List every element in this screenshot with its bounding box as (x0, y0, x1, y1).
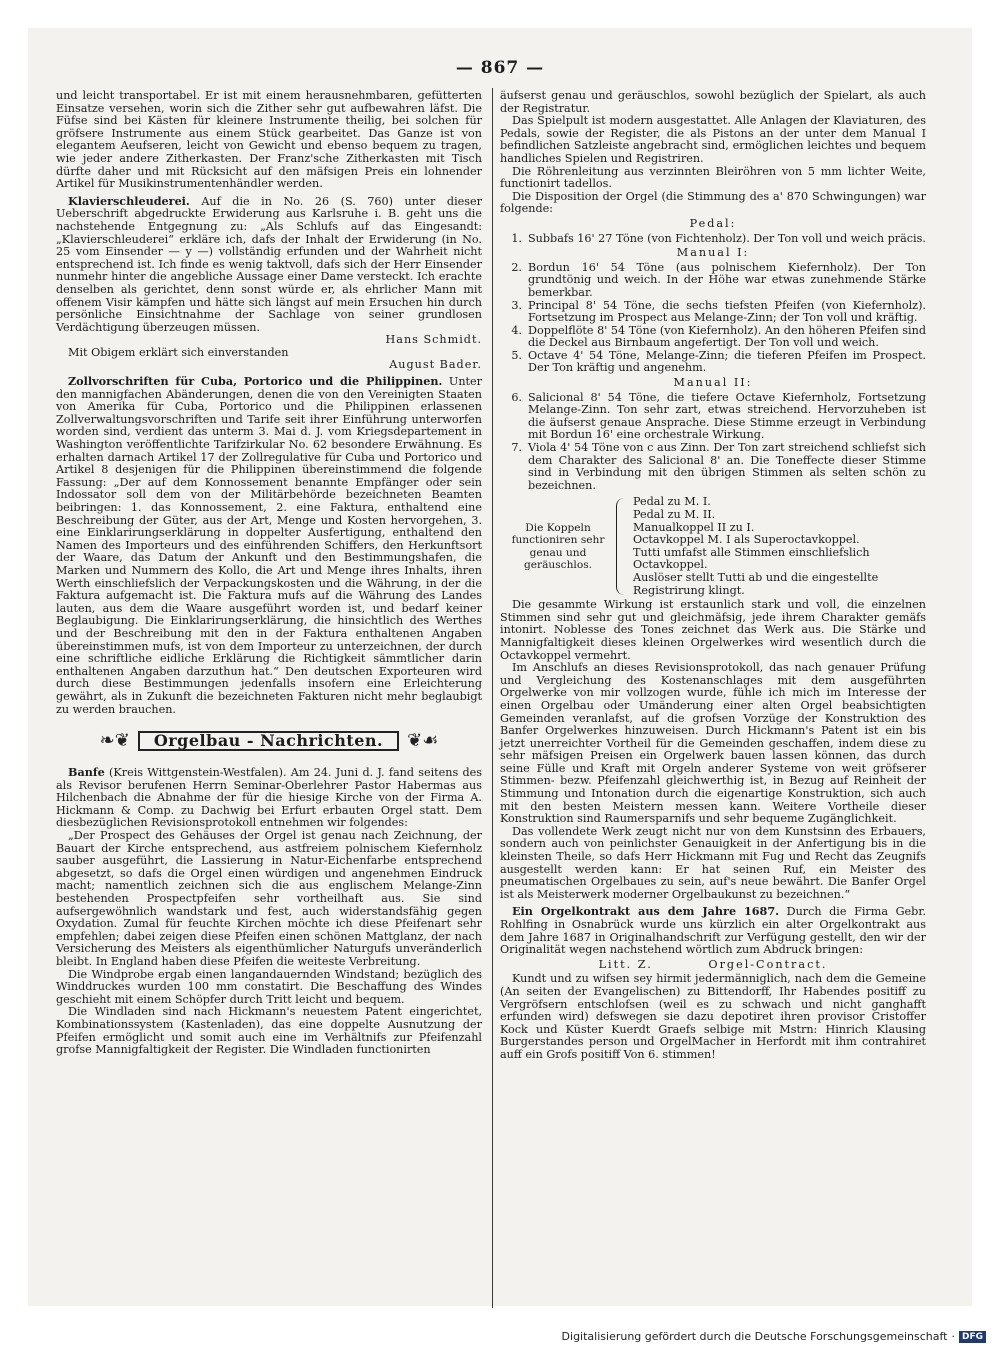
pedal-heading: Pedal: (689, 216, 737, 230)
coupler-item: Pedal zu M. II. (633, 508, 716, 521)
section-banner (56, 724, 482, 758)
klavier-text: Auf die in No. 26 (S. 760) unter dieser Ueberschrift abgedruckte Erwiderung aus Karlsruhe i. B. geht uns die nachstehende Entgegnung zu: „Als Schlufs auf das Eingesandt: „Klavierschleuderei“ erkläre ich, dafs der Inhalt der Erwiderung (in No. 25 vom Einsender — y —) vollständig erfunden und der Wahrheit nicht entsprechend ist. Ich finde es wenig taktvoll, dafs sich der Herr Einsender nunmehr hinter die angebliche Aussage einer Dame versteckt. Ich erachte denselben als gerichtet, denn sonst würde er, als ehrlicher Mann mit offenem Visir kämpfen und hätte sich längst auf mein Ersuchen hin durch persönliche Einsichtnahme der Sachlage von seiner grundlosen Verdächtigung überzeugen müssen. (56, 194, 482, 334)
footer-credit-text: Digitalisierung gefördert durch die Deutsche Forschungsgemeinschaft (561, 1330, 948, 1343)
coupler-block (500, 496, 926, 597)
stop-number: 5. (511, 348, 522, 362)
right-paragraph-5: Die gesammte Wirkung ist erstaunlich stark und voll, die einzelnen Stimmen sind sehr gut und gleichmäfsig, jede ihrem Charakter gemäfs intonirt. Noblesse des Tones zeichnet das Werk aus. Die Stärke und Mannigfaltigkeit dieses kleinen Orgelwerkes wird wesentlich durch die Octavkoppel vermehrt. (500, 598, 926, 662)
coupler-list (633, 496, 926, 597)
stop-number: 3. (511, 298, 522, 312)
right-paragraph-6: Im Anschlufs an dieses Revisionsprotokoll, das nach genauer Prüfung und Vergleichung des Kostenanschlages mit dem ausgeführten Orgelwerke von mir vollzogen wurde, fühle ich mich im Interesse der einen Orgelbau oder Umänderung einer alten Orgel beabsichtigten Gemeinden veranlafst, auf die grofsen Vorzüge der Konstruktion des Banfer Orgelwerkes hinzuweisen. Durch Hickmann's Patent ist ein bis jetzt unerreichter Vortheil für die Gemeinden geschaffen, indem diese zu sehr mäfsigen Preisen ein Orgelwerk bauen lassen können, das durch seine Fülle und Kraft mit Orgeln anderer Systeme von weit gröfserer Stimmen- bezw. Pfeifenzahl gleichwerthig ist, in Bezug auf Reinheit der Stimmung und Intonation durch die eigenartige Konstruktion, sich auch mit den besten Meistern messen kann. Weitere Vortheile dieser Konstruktion sind Raumersparnifs und sehr bequeme Zugänglichkeit. (500, 661, 926, 826)
signature-bader: August Bader. (389, 358, 482, 372)
right-paragraph-3: Die Röhrenleitung aus verzinnten Bleiröhren von 5 mm lichter Weite, functionirt tadellos. (500, 164, 926, 191)
quote-paragraph-1: „Der Prospect des Gehäuses der Orgel ist genau nach Zeichnung, der Bauart der Kirche entsprechend, aus astfreiem polnischem Kiefernholz sauber ausgeführt, die Lassierung in Natur-Eichenfarbe entsprechend abgesetzt, so dafs die Orgel einen würdigen und angenehmen Eindruck macht; namentlich zeichnen sich die aus englischem Melange-Zinn bestehenden Prospectpfeifen sehr vortheilhaft aus. Sie sind aufsergewöhnlich wandstark und fest, auch widerstandsfähig gegen Oxydation. Zumal für feuchte Kirchen möchte ich diese Pfeifenart sehr empfehlen; dabei zeigen diese Pfeifen einen schönen Mattglanz, der nach Versicherung des Meisters als eigenthümlicher Naturgufs unveränderlich bleibt. In England haben diese Pfeifen die weiteste Verbreitung. (56, 829, 482, 968)
stop-description: Subbafs 16' 27 Töne (von Fichtenholz). Der Ton voll und weich präcis. (528, 231, 926, 245)
stop-item (500, 442, 926, 492)
stop-list-pedal (500, 233, 926, 246)
banner-title: Orgelbau - Nachrichten. (138, 731, 399, 752)
ornament-right-icon: ❦☙ (407, 729, 439, 751)
kontrakt-paragraph (500, 905, 926, 956)
banfe-paragraph (56, 766, 482, 830)
stop-number: 2. (511, 260, 522, 274)
kontrakt-text: Durch die Firma Gebr. Rohlfing in Osnabrück wurde uns kürzlich ein alter Orgelkontrakt aus dem Jahre 1687 in Originalhandschrift zur Verfügung gestellt, den wir der Originalität wegen nachstehend wörtlich zum Abdruck bringen: (500, 905, 926, 957)
agreement-line: Mit Obigem erklärt sich einverstanden (68, 345, 289, 359)
zoll-paragraph (56, 375, 482, 716)
coupler-lead: Die Koppeln functioniren sehr genau und geräuschlos. (511, 521, 605, 572)
contract-text: Kundt und zu wifsen sey hirmit jedermänniglich, nach dem die Gemeine (An seiten der Evangelischen) zu Bittendorff, Ihr Habendes positiff zu Vergröfsern entschlofsen (weil es zu schwach und nicht ganghafft erfunden wird) defswegen sie dazu depotiret ihren provisor Cristoffer Kock und Küster Kuerdt Graefs selbige mit Mstrn: Hinrich Klausing Burgerstandes person und OrgelMacher in Herfordt mit ihm contrahiret auff ein Grofs positiff Von 6. stimmen! (500, 972, 926, 1061)
footer-credit (562, 1330, 986, 1343)
stop-description: Doppelflöte 8' 54 Töne (von Kiefernholz). An den höheren Pfeifen sind die Deckel aus Birnbaum angefertigt. Der Ton voll und weich. (528, 323, 926, 350)
stop-item (500, 392, 926, 442)
quote-paragraph-3: Die Windladen sind nach Hickmann's neuestem Patent eingerichtet, Kombinationssystem (Kastenladen), das eine doppelte Ausnutzung der Pfeifen ermöglicht und somit auch eine im Verhältnifs zur Pfeifenzahl grofse Mannigfaltigkeit der Register. Die Windladen functionirten (56, 1005, 482, 1057)
stop-number: 1. (511, 231, 522, 245)
right-paragraph-2: Das Spielpult ist modern ausgestattet. Alle Anlagen der Klaviaturen, des Pedals, sowie der Register, die als Pistons an der unter dem Manual I befindlichen Satzleiste angebracht sind, ermöglichen leichtes und bequem handliches Spielen und Registriren. (500, 114, 926, 165)
coupler-brace (616, 498, 627, 595)
manual-2-heading: Manual II: (673, 376, 753, 390)
column-divider (492, 88, 493, 1308)
stop-description: Salicional 8' 54 Töne, die tiefere Octave Kiefernholz, Fortsetzung Melange-Zinn. Ton sehr zart, etwas streichend. Hervorzuheben ist die äufserst genaue Ansprache. Diese Stimme erzeugt in Verbindung mit Bordun 16' eine orchestrale Wirkung. (528, 390, 926, 442)
banfe-text: (Kreis Wittgenstein-Westfalen). Am 24. Juni d. J. fand seitens des als Revisor berufenen Herrn Seminar-Oberlehrer Pastor Habermas aus Hilchenbach die Abnahme der für die hiesige Kirche von der Firma A. Hickmann & Comp. zu Dachwig bei Erfurt erbauten Orgel statt. Dem diesbezüglichen Revisionsprotokoll entnehmen wir folgendes: (56, 766, 482, 830)
stop-item (500, 325, 926, 350)
klavier-paragraph (56, 195, 482, 335)
stop-number: 4. (511, 323, 522, 337)
manual-1-heading: Manual I: (676, 246, 750, 260)
coupler-item: Manualkoppel II zu I. (633, 520, 755, 534)
dfg-logo: DFG (959, 1331, 986, 1343)
stop-list-manual-1 (500, 262, 926, 375)
coupler-item: Octavkoppel M. I als Superoctavkoppel. (633, 533, 860, 547)
klavier-heading: Klavierschleuderei. (68, 193, 190, 208)
quote-paragraph-2: Die Windprobe ergab einen langandauernden Windstand; bezüglich des Winddruckes wurden 100 mm constatirt. Die Beschaffung des Windes geschieht mit einem Schöpfer durch Tritt leicht und bequem. (56, 967, 482, 1006)
zither-paragraph: und leicht transportabel. Er ist mit einem herausnehmbaren, gefütterten Einsatze versehen, worin sich die Zither sehr gut aufbewahren läfst. Die Füfse sind bei Kästen für kleinere Instrumente theilig, bei solchen für gröfsere Instrumente aus einem Stück gearbeitet. Das Ganze ist von elegantem Aeufseren, leicht von Gewicht und ebenso bequem zu tragen, wie jeder andere Zitherkasten. Der Franz'sche Zitherkasten mit Tisch dürfte daher und mit Rücksicht auf den mäfsigen Preis ein lohnender Artikel für Musikinstrumentenhändler werden. (56, 89, 482, 191)
stop-description: Octave 4' 54 Töne, Melange-Zinn; die tieferen Pfeifen im Prospect. Der Ton kräftig und angenehm. (528, 348, 926, 375)
stop-number: 6. (511, 390, 522, 404)
right-paragraph-7: Das vollendete Werk zeugt nicht nur von dem Kunstsinn des Erbauers, sondern auch von peinlichster Genauigkeit in der Anfertigung bis in die kleinsten Theile, so dafs Herr Hickmann mit Fug und Recht das Zeugnifs ausgestellt werden kann: Er hat seinen Ruf, ein Meister des pneumatischen Orgelbaues zu sein, auf's neue bewährt. Die Banfer Orgel ist als Meisterwerk moderner Orgelbaukunst zu bezeichnen.“ (500, 824, 926, 901)
coupler-item: Pedal zu M. I. (633, 495, 711, 509)
coupler-item: Tutti umfafst alle Stimmen einschliefslich Octavkoppel. (633, 545, 870, 572)
stop-item (500, 233, 926, 246)
banfe-heading: Banfe (68, 765, 105, 780)
stop-number: 7. (511, 441, 522, 455)
newspaper-page (28, 28, 972, 1306)
stop-description: Bordun 16' 54 Töne (aus polnischem Kiefernholz). Der Ton grundtönig und weich. In der Höhe war etwas zunehmende Stärke bemerkbar. (528, 260, 926, 299)
right-column (500, 90, 926, 1062)
coupler-item: Auslöser stellt Tutti ab und die eingestellte Registrirung klingt. (633, 570, 879, 597)
zoll-text: Unter den mannigfachen Abänderungen, denen die von den Vereinigten Staaten von Amerika für Cuba, Portorico und die Philippinen erlassenen Zollverwaltungsvorschriften und Tarife seit ihrer Einführung unterworfen worden sind, verdient das unterm 3. Mai d. J. vom Kriegsdepartement in Washington veröffentlichte Tarifzirkular No. 62 besondere Erwähnung. Es erhalten darnach Artikel 17 der Zollregulative für Cuba und Portorico und Artikel 8 desjenigen für die Philippinen übereinstimmend die folgende Fassung: „Der auf dem Konnossement benannte Empfänger oder sein Indossator soll dem von der Militärbehörde bezeichneten Beamten beibringen: 1. das Konnossement, 2. eine Faktura, enthaltend eine Beschreibung der Güter, aus der Art, Menge und Kosten hervorgehen, 3. eine Einklarirungserklärung in doppelter Ausfertigung, enthaltend den Namen des Importeurs und des einführenden Schiffers, den Herkunftsort der Waare, das Datum der Ankunft und den Bestimmungshafen, die Marken und Nummern des Kollo, die Art und Menge ihres Inhalts, ihren Werth einschliefslich der Verpackungskosten und die Währung, in der die Faktura aufgemacht ist. Die Faktura mufs auf die Währung des Landes lauten, aus dem die Waare ausgeführt worden ist, und bedarf keiner Beglaubigung. Die Einklarirungserklärung, die hinsichtlich des Werthes und der Beschreibung mit den in der Faktura enthaltenen Angaben übereinstimmen mufs, ist von dem Importeur zu unterzeichnen, der durch eine schriftliche eidliche Erklärung die Richtigkeit sämmtlicher darin enthaltenen Angaben darzuthun hat.“ Den deutschen Exporteuren wird durch diese Bestimmungen jedenfalls insofern eine Erleichterung gewährt, als in Zukunft die bezeichneten Fakturen nicht mehr beglaubigt zu werden brauchen. (56, 375, 482, 716)
left-column (56, 90, 482, 1057)
stop-description: Principal 8' 54 Töne, die sechs tiefsten Pfeifen (von Kiefernholz). Fortsetzung im Prospect aus Melange-Zinn; der Ton voll und kräftig. (528, 298, 926, 325)
right-paragraph-4: Die Disposition der Orgel (die Stimmung des a' 870 Schwingungen) war folgende: (500, 189, 926, 216)
signature-schmidt: Hans Schmidt. (385, 333, 482, 347)
kontrakt-heading: Ein Orgelkontrakt aus dem Jahre 1687. (512, 904, 780, 919)
contract-title: Litt. Z. Orgel-Contract. (598, 957, 828, 971)
zoll-heading: Zollvorschriften für Cuba, Portorico und die Philippinen. (68, 374, 443, 389)
ornament-left-icon: ❧❦ (99, 729, 130, 751)
stop-item (500, 262, 926, 300)
footer-separator: · (951, 1330, 955, 1343)
page-number: — 867 — (455, 58, 545, 78)
stop-item (500, 300, 926, 325)
right-paragraph-1: äufserst genau und geräuschlos, sowohl bezüglich der Spielart, als auch der Registratur. (500, 89, 926, 115)
stop-list-manual-2 (500, 392, 926, 493)
stop-item (500, 350, 926, 375)
stop-description: Viola 4' 54 Töne von c aus Zinn. Der Ton zart streichend schliefst sich dem Charakter des Salicional 8' an. Die Toneffecte dieser Stimme sind in Verbindung mit den übrigen Stimmen als selten schön zu bezeichnen. (528, 441, 926, 492)
